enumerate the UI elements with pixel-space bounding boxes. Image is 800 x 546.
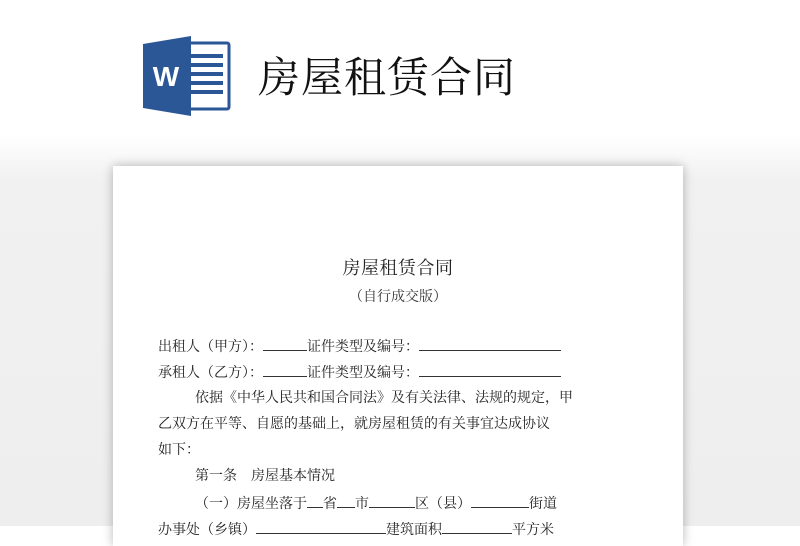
word-icon: [139, 34, 231, 118]
intro-line-2: 乙双方在平等、自愿的基础上，就房屋租赁的有关事宜达成协议: [158, 416, 550, 432]
street-blank: [471, 493, 529, 508]
lessee-label: 承租人（乙方）：: [158, 365, 263, 381]
item-1-line: [195, 493, 557, 514]
lessee-blank: [263, 362, 307, 377]
article-1-heading: 第一条 房屋基本情况: [195, 468, 335, 484]
word-icon-letter: W: [152, 61, 180, 92]
city-blank: [337, 493, 355, 508]
district-label: 区（县）: [415, 496, 471, 512]
item-1-prefix: （一）房屋坐落于: [195, 496, 307, 512]
area-blank: [442, 519, 512, 534]
city-label: 市: [355, 496, 369, 512]
document-title: 房屋租赁合同: [342, 258, 454, 279]
lessor-blank: [263, 336, 307, 351]
lessee-line: [158, 362, 561, 383]
street-label: 街道: [529, 496, 557, 512]
province-label: 省: [323, 496, 337, 512]
intro-line-3: 如下：: [158, 442, 200, 458]
document-subtitle: （自行成交版）: [349, 289, 447, 305]
lessor-label: 出租人（甲方）：: [158, 339, 263, 355]
document-page: [113, 166, 683, 546]
item-1-line-2: [158, 519, 554, 540]
area-label: 建筑面积: [386, 522, 442, 538]
lessor-line: [158, 336, 561, 357]
district-blank: [369, 493, 415, 508]
lessor-id-blank: [419, 336, 561, 351]
sqm-label: 平方米: [512, 522, 554, 538]
lessee-id-blank: [419, 362, 561, 377]
header: [0, 0, 800, 135]
intro-line-1: 依据《中华人民共和国合同法》及有关法律、法规的规定，甲: [195, 390, 573, 406]
lessee-id-label: 证件类型及编号：: [307, 365, 419, 381]
lessor-id-label: 证件类型及编号：: [307, 339, 419, 355]
township-label: 办事处（乡镇）: [158, 522, 256, 538]
province-blank: [307, 493, 323, 508]
township-blank: [256, 519, 386, 534]
page-title: 房屋租赁合同: [258, 53, 517, 102]
